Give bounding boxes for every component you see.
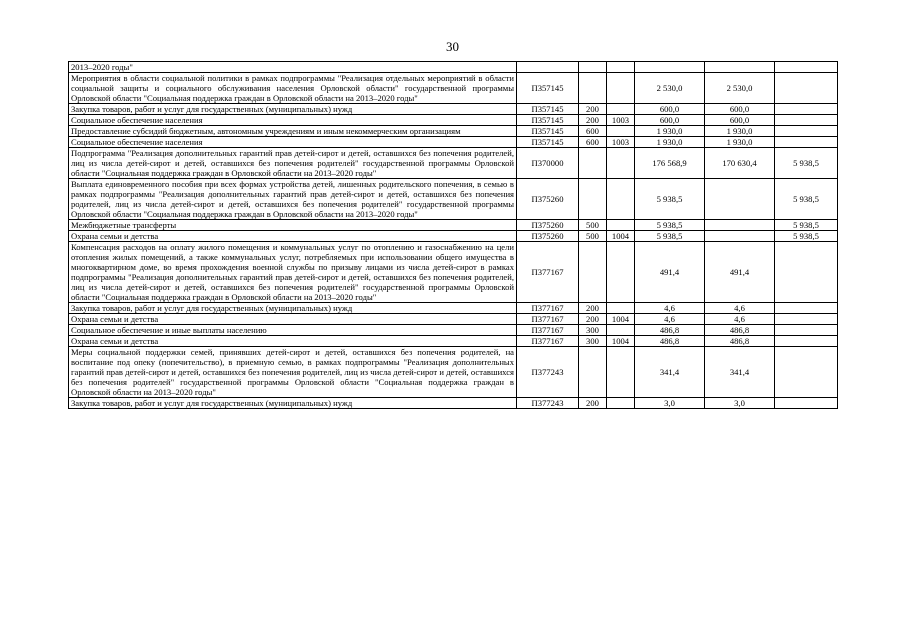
row-federal-amount-cell xyxy=(775,347,838,398)
row-expense-type-cell: 500 xyxy=(579,220,607,231)
row-code-cell: П375260 xyxy=(517,179,579,220)
row-regional-amount-cell: 2 530,0 xyxy=(705,73,775,104)
row-federal-amount-cell: 5 938,5 xyxy=(775,231,838,242)
row-section-cell xyxy=(607,242,635,303)
row-expense-type-cell: 200 xyxy=(579,314,607,325)
row-code-cell: П377167 xyxy=(517,303,579,314)
row-federal-amount-cell xyxy=(775,115,838,126)
table-row xyxy=(69,347,838,398)
row-name-cell: 2013–2020 годы" xyxy=(69,62,517,73)
row-regional-amount-cell: 170 630,4 xyxy=(705,148,775,179)
table-row xyxy=(69,62,838,73)
row-expense-type-cell: 600 xyxy=(579,126,607,137)
row-regional-amount-cell: 600,0 xyxy=(705,115,775,126)
row-expense-type-cell xyxy=(579,347,607,398)
table-row xyxy=(69,336,838,347)
row-code-cell: П375260 xyxy=(517,231,579,242)
row-name-cell: Компенсация расходов на оплату жилого помещения и коммунальных услуг по отоплению и газоснабжению на цели отопления жилых помещений, а также коммунальных услуг, потребляемых при использовании общего имущества в многоквартирном доме, во время прохождения военной службы по призыву лицами из числа детей-сирот в рамках подпрограммы "Реализация дополнительных гарантий прав детей-сирот и детей, оставшихся без попечения родителей, лиц из числа детей-сирот и детей, оставшихся без попечения родителей" государственной программы Орловской области "Социальная поддержка граждан в Орловской области на 2013–2020 годы" xyxy=(69,242,517,303)
row-total-amount-cell: 600,0 xyxy=(635,115,705,126)
row-expense-type-cell: 600 xyxy=(579,137,607,148)
row-regional-amount-cell: 1 930,0 xyxy=(705,137,775,148)
row-code-cell: П357145 xyxy=(517,73,579,104)
row-name-cell: Межбюджетные трансферты xyxy=(69,220,517,231)
row-section-cell: 1004 xyxy=(607,314,635,325)
row-federal-amount-cell xyxy=(775,73,838,104)
row-expense-type-cell xyxy=(579,62,607,73)
table-row xyxy=(69,398,838,409)
row-federal-amount-cell xyxy=(775,303,838,314)
row-code-cell: П377167 xyxy=(517,325,579,336)
row-federal-amount-cell: 5 938,5 xyxy=(775,148,838,179)
row-total-amount-cell xyxy=(635,62,705,73)
row-name-cell: Меры социальной поддержки семей, принявших детей-сирот и детей, оставшихся без попечения родителей, на воспитание под опеку (попечительство), в приемную семью, в рамках подпрограммы "Реализация дополнительных гарантий прав детей-сирот и детей, оставшихся без попечения родителей, лиц из числа детей-сирот и детей, оставшихся без попечения родителей" государственной программы Орловской области "Социальная поддержка граждан в Орловской области на 2013–2020 годы" xyxy=(69,347,517,398)
table-row xyxy=(69,303,838,314)
table-row xyxy=(69,148,838,179)
budget-table xyxy=(68,61,838,409)
table-row xyxy=(69,242,838,303)
row-code-cell: П377167 xyxy=(517,242,579,303)
row-section-cell xyxy=(607,62,635,73)
page-number: 30 xyxy=(446,39,459,54)
row-regional-amount-cell xyxy=(705,231,775,242)
row-total-amount-cell: 600,0 xyxy=(635,104,705,115)
row-name-cell: Охрана семьи и детства xyxy=(69,231,517,242)
row-total-amount-cell: 2 530,0 xyxy=(635,73,705,104)
row-federal-amount-cell xyxy=(775,137,838,148)
row-federal-amount-cell xyxy=(775,126,838,137)
row-total-amount-cell: 1 930,0 xyxy=(635,126,705,137)
row-section-cell xyxy=(607,148,635,179)
row-section-cell xyxy=(607,398,635,409)
row-regional-amount-cell: 486,8 xyxy=(705,336,775,347)
row-expense-type-cell xyxy=(579,242,607,303)
row-regional-amount-cell: 600,0 xyxy=(705,104,775,115)
row-expense-type-cell xyxy=(579,73,607,104)
row-name-cell: Охрана семьи и детства xyxy=(69,314,517,325)
row-name-cell: Выплата единовременного пособия при всех формах устройства детей, лишенных родительского попечения, в семью в рамках подпрограммы "Реализация дополнительных гарантий прав детей-сирот и детей, оставшихся без попечения родителей, лиц из числа детей-сирот и детей, оставшихся без попечения родителей" государственной программы Орловской области "Социальная поддержка граждан в Орловской области на 2013–2020 годы" xyxy=(69,179,517,220)
row-expense-type-cell: 500 xyxy=(579,231,607,242)
row-regional-amount-cell: 486,8 xyxy=(705,325,775,336)
row-code-cell: П370000 xyxy=(517,148,579,179)
table-row xyxy=(69,179,838,220)
row-section-cell xyxy=(607,73,635,104)
row-total-amount-cell: 176 568,9 xyxy=(635,148,705,179)
row-code-cell: П377167 xyxy=(517,314,579,325)
row-total-amount-cell: 491,4 xyxy=(635,242,705,303)
row-federal-amount-cell xyxy=(775,242,838,303)
row-section-cell xyxy=(607,179,635,220)
row-expense-type-cell: 200 xyxy=(579,104,607,115)
row-section-cell xyxy=(607,303,635,314)
row-expense-type-cell: 300 xyxy=(579,325,607,336)
row-total-amount-cell: 486,8 xyxy=(635,325,705,336)
row-federal-amount-cell xyxy=(775,62,838,73)
row-regional-amount-cell xyxy=(705,179,775,220)
row-name-cell: Мероприятия в области социальной политики в рамках подпрограммы "Реализация отдельных мероприятий в области социальной защиты и социального обслуживания населения Орловской области" государственной программы Орловской области "Социальная поддержка граждан в Орловской области на 2013–2020 годы" xyxy=(69,73,517,104)
row-federal-amount-cell xyxy=(775,325,838,336)
row-section-cell: 1003 xyxy=(607,137,635,148)
row-section-cell: 1004 xyxy=(607,336,635,347)
row-code-cell: П357145 xyxy=(517,137,579,148)
row-regional-amount-cell: 1 930,0 xyxy=(705,126,775,137)
row-total-amount-cell: 3,0 xyxy=(635,398,705,409)
budget-table-body xyxy=(69,62,838,409)
row-name-cell: Социальное обеспечение и иные выплаты населению xyxy=(69,325,517,336)
table-row xyxy=(69,220,838,231)
row-total-amount-cell: 4,6 xyxy=(635,303,705,314)
row-section-cell xyxy=(607,104,635,115)
row-regional-amount-cell: 4,6 xyxy=(705,303,775,314)
row-total-amount-cell: 5 938,5 xyxy=(635,220,705,231)
row-federal-amount-cell xyxy=(775,336,838,347)
row-federal-amount-cell xyxy=(775,104,838,115)
row-regional-amount-cell: 491,4 xyxy=(705,242,775,303)
row-regional-amount-cell: 4,6 xyxy=(705,314,775,325)
row-total-amount-cell: 341,4 xyxy=(635,347,705,398)
row-section-cell xyxy=(607,220,635,231)
table-row xyxy=(69,115,838,126)
row-code-cell: П377167 xyxy=(517,336,579,347)
row-code-cell xyxy=(517,62,579,73)
row-code-cell: П357145 xyxy=(517,115,579,126)
row-regional-amount-cell: 3,0 xyxy=(705,398,775,409)
row-section-cell: 1004 xyxy=(607,231,635,242)
row-total-amount-cell: 1 930,0 xyxy=(635,137,705,148)
row-section-cell xyxy=(607,347,635,398)
table-row xyxy=(69,325,838,336)
table-row xyxy=(69,73,838,104)
table-row xyxy=(69,104,838,115)
table-row xyxy=(69,137,838,148)
row-federal-amount-cell xyxy=(775,314,838,325)
table-row xyxy=(69,231,838,242)
row-section-cell xyxy=(607,126,635,137)
row-regional-amount-cell xyxy=(705,220,775,231)
row-name-cell: Закупка товаров, работ и услуг для государственных (муниципальных) нужд xyxy=(69,398,517,409)
row-expense-type-cell xyxy=(579,148,607,179)
row-regional-amount-cell xyxy=(705,62,775,73)
row-name-cell: Охрана семьи и детства xyxy=(69,336,517,347)
row-code-cell: П377243 xyxy=(517,398,579,409)
row-expense-type-cell: 200 xyxy=(579,398,607,409)
row-section-cell xyxy=(607,325,635,336)
row-expense-type-cell: 200 xyxy=(579,115,607,126)
row-regional-amount-cell: 341,4 xyxy=(705,347,775,398)
row-section-cell: 1003 xyxy=(607,115,635,126)
row-code-cell: П375260 xyxy=(517,220,579,231)
row-expense-type-cell: 200 xyxy=(579,303,607,314)
row-total-amount-cell: 5 938,5 xyxy=(635,179,705,220)
row-code-cell: П377243 xyxy=(517,347,579,398)
row-code-cell: П357145 xyxy=(517,104,579,115)
row-name-cell: Социальное обеспечение населения xyxy=(69,137,517,148)
row-code-cell: П357145 xyxy=(517,126,579,137)
row-total-amount-cell: 5 938,5 xyxy=(635,231,705,242)
row-expense-type-cell xyxy=(579,179,607,220)
row-expense-type-cell: 300 xyxy=(579,336,607,347)
row-federal-amount-cell xyxy=(775,398,838,409)
row-total-amount-cell: 4,6 xyxy=(635,314,705,325)
row-name-cell: Закупка товаров, работ и услуг для государственных (муниципальных) нужд xyxy=(69,303,517,314)
row-name-cell: Подпрограмма "Реализация дополнительных гарантий прав детей-сирот и детей, оставшихся без попечения родителей, лиц из числа детей-сирот и детей, оставшихся без попечения родителей" государственной программы Орловской области "Социальная поддержка граждан в Орловской области на 2013–2020 годы" xyxy=(69,148,517,179)
table-row xyxy=(69,126,838,137)
row-name-cell: Предоставление субсидий бюджетным, автономным учреждениям и иным некоммерческим организациям xyxy=(69,126,517,137)
table-row xyxy=(69,314,838,325)
row-name-cell: Закупка товаров, работ и услуг для государственных (муниципальных) нужд xyxy=(69,104,517,115)
row-federal-amount-cell: 5 938,5 xyxy=(775,179,838,220)
row-total-amount-cell: 486,8 xyxy=(635,336,705,347)
row-federal-amount-cell: 5 938,5 xyxy=(775,220,838,231)
row-name-cell: Социальное обеспечение населения xyxy=(69,115,517,126)
